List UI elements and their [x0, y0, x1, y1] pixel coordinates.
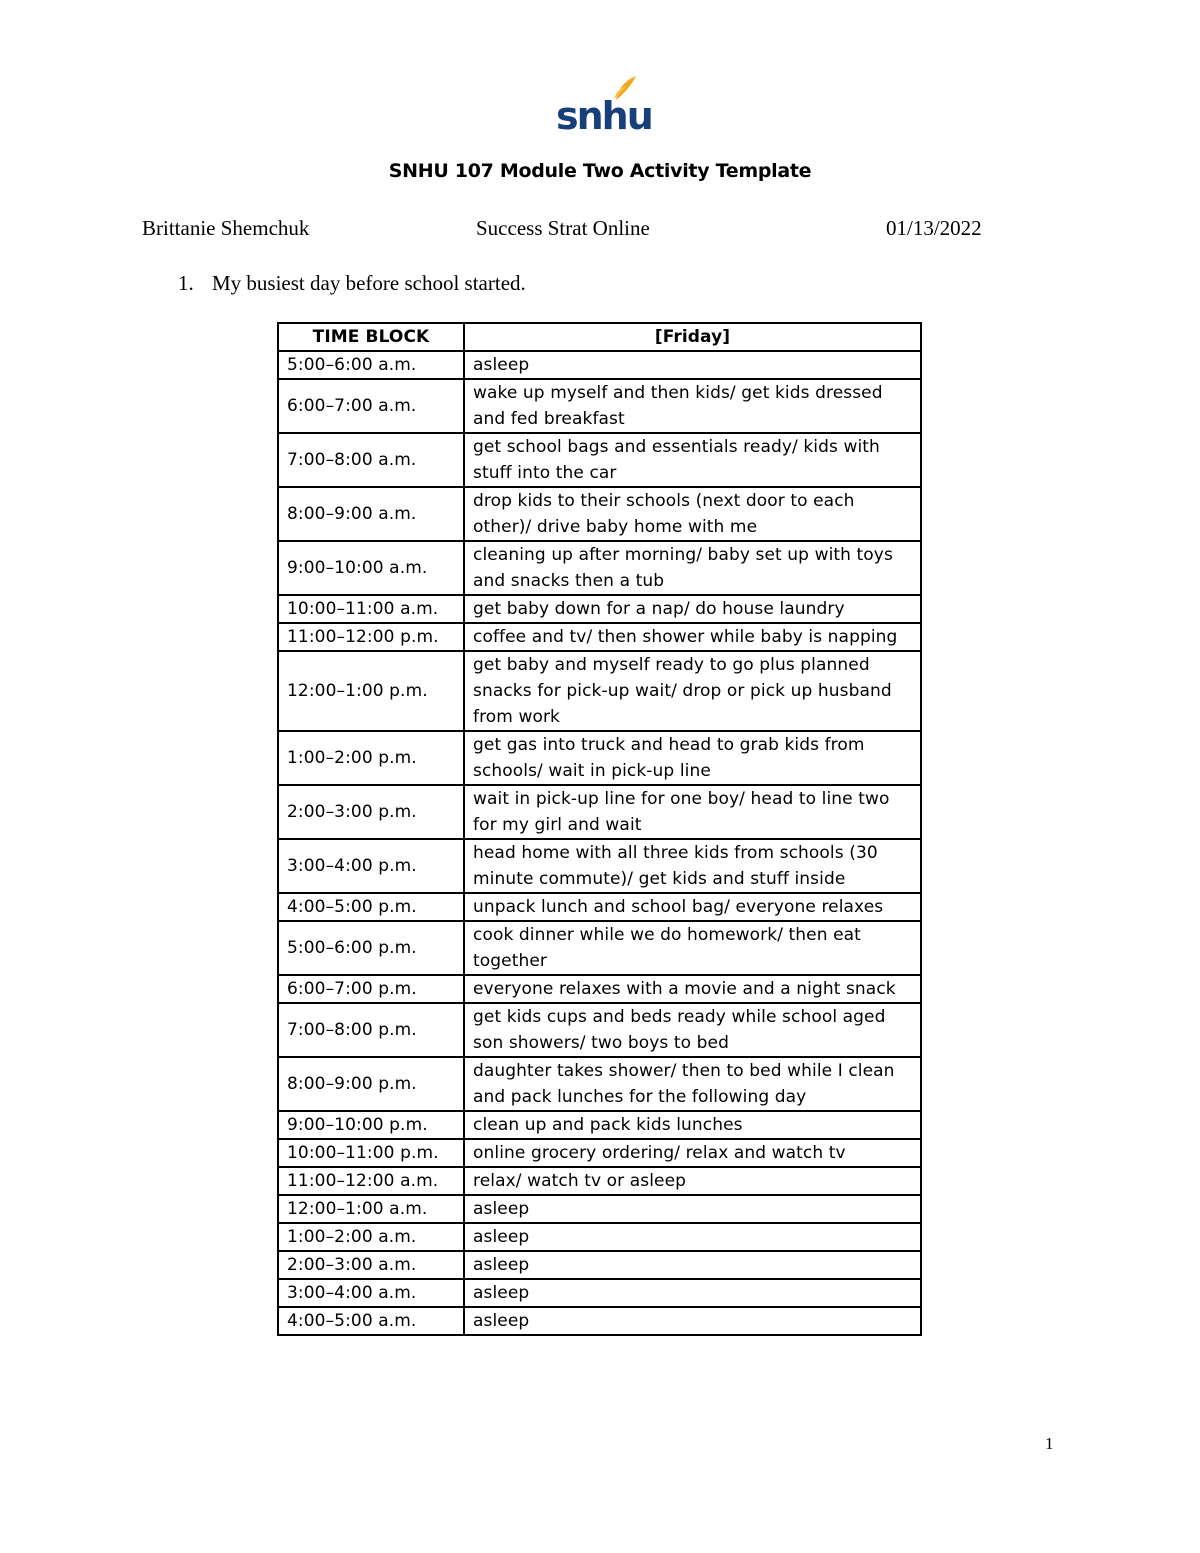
time-block-cell: 3:00–4:00 a.m. — [278, 1279, 464, 1307]
table-row — [278, 595, 921, 623]
time-block-cell: 12:00–1:00 p.m. — [278, 651, 464, 731]
activity-cell: get baby down for a nap/ do house laundry — [464, 595, 921, 623]
activity-cell: get gas into truck and head to grab kids from schools/ wait in pick-up line — [464, 731, 921, 785]
schedule-table — [277, 322, 922, 1336]
table-header-row — [278, 323, 921, 351]
activity-cell: asleep — [464, 1251, 921, 1279]
logo-wordmark: snhu — [556, 94, 652, 138]
table-row — [278, 651, 921, 731]
activity-cell: drop kids to their schools (next door to each other)/ drive baby home with me — [464, 487, 921, 541]
activity-cell: daughter takes shower/ then to bed while I clean and pack lunches for the following day — [464, 1057, 921, 1111]
activity-cell: clean up and pack kids lunches — [464, 1111, 921, 1139]
time-block-cell: 9:00–10:00 p.m. — [278, 1111, 464, 1139]
course-name: Success Strat Online — [476, 216, 650, 240]
activity-cell: get baby and myself ready to go plus planned snacks for pick-up wait/ drop or pick up husband from work — [464, 651, 921, 731]
document-title: SNHU 107 Module Two Activity Template — [388, 160, 812, 182]
time-block-cell: 8:00–9:00 a.m. — [278, 487, 464, 541]
time-block-cell: 5:00–6:00 a.m. — [278, 351, 464, 379]
time-block-cell: 4:00–5:00 a.m. — [278, 1307, 464, 1335]
header-time-block: TIME BLOCK — [278, 323, 464, 351]
header-day: [Friday] — [464, 323, 921, 351]
activity-cell: get school bags and essentials ready/ kids with stuff into the car — [464, 433, 921, 487]
table-row — [278, 1251, 921, 1279]
activity-cell: get kids cups and beds ready while school aged son showers/ two boys to bed — [464, 1003, 921, 1057]
table-row — [278, 433, 921, 487]
table-row — [278, 1057, 921, 1111]
activity-cell: asleep — [464, 1279, 921, 1307]
student-name: Brittanie Shemchuk — [142, 216, 310, 240]
question-item — [178, 271, 526, 296]
snhu-logo — [556, 74, 652, 138]
question-text: My busiest day before school started. — [212, 271, 526, 295]
activity-cell: wait in pick-up line for one boy/ head to line two for my girl and wait — [464, 785, 921, 839]
table-row — [278, 623, 921, 651]
table-row — [278, 1195, 921, 1223]
table-row — [278, 1139, 921, 1167]
time-block-cell: 6:00–7:00 a.m. — [278, 379, 464, 433]
activity-cell: asleep — [464, 351, 921, 379]
table-row — [278, 731, 921, 785]
time-block-cell: 7:00–8:00 a.m. — [278, 433, 464, 487]
time-block-cell: 4:00–5:00 p.m. — [278, 893, 464, 921]
table-row — [278, 975, 921, 1003]
table-row — [278, 379, 921, 433]
time-block-cell: 11:00–12:00 a.m. — [278, 1167, 464, 1195]
activity-cell: coffee and tv/ then shower while baby is napping — [464, 623, 921, 651]
time-block-cell: 3:00–4:00 p.m. — [278, 839, 464, 893]
time-block-cell: 10:00–11:00 p.m. — [278, 1139, 464, 1167]
activity-cell: unpack lunch and school bag/ everyone relaxes — [464, 893, 921, 921]
table-row — [278, 487, 921, 541]
page-number: 1 — [1045, 1434, 1054, 1453]
table-row — [278, 921, 921, 975]
table-row — [278, 1307, 921, 1335]
activity-cell: cook dinner while we do homework/ then eat together — [464, 921, 921, 975]
activity-cell: wake up myself and then kids/ get kids dressed and fed breakfast — [464, 379, 921, 433]
table-row — [278, 785, 921, 839]
question-number: 1. — [178, 271, 194, 295]
activity-cell: online grocery ordering/ relax and watch tv — [464, 1139, 921, 1167]
time-block-cell: 11:00–12:00 p.m. — [278, 623, 464, 651]
time-block-cell: 9:00–10:00 a.m. — [278, 541, 464, 595]
document-date: 01/13/2022 — [886, 216, 982, 240]
table-row — [278, 1111, 921, 1139]
activity-cell: relax/ watch tv or asleep — [464, 1167, 921, 1195]
table-row — [278, 1223, 921, 1251]
time-block-cell: 2:00–3:00 p.m. — [278, 785, 464, 839]
time-block-cell: 2:00–3:00 a.m. — [278, 1251, 464, 1279]
time-block-cell: 7:00–8:00 p.m. — [278, 1003, 464, 1057]
activity-cell: head home with all three kids from schools (30 minute commute)/ get kids and stuff inside — [464, 839, 921, 893]
time-block-cell: 10:00–11:00 a.m. — [278, 595, 464, 623]
table-row — [278, 351, 921, 379]
time-block-cell: 1:00–2:00 p.m. — [278, 731, 464, 785]
time-block-cell: 1:00–2:00 a.m. — [278, 1223, 464, 1251]
time-block-cell: 12:00–1:00 a.m. — [278, 1195, 464, 1223]
schedule-body — [278, 351, 921, 1335]
activity-cell: asleep — [464, 1307, 921, 1335]
table-row — [278, 1003, 921, 1057]
table-row — [278, 893, 921, 921]
table-row — [278, 1279, 921, 1307]
table-row — [278, 1167, 921, 1195]
table-row — [278, 541, 921, 595]
table-row — [278, 839, 921, 893]
time-block-cell: 5:00–6:00 p.m. — [278, 921, 464, 975]
activity-cell: asleep — [464, 1223, 921, 1251]
activity-cell: asleep — [464, 1195, 921, 1223]
time-block-cell: 8:00–9:00 p.m. — [278, 1057, 464, 1111]
time-block-cell: 6:00–7:00 p.m. — [278, 975, 464, 1003]
activity-cell: everyone relaxes with a movie and a night snack — [464, 975, 921, 1003]
activity-cell: cleaning up after morning/ baby set up with toys and snacks then a tub — [464, 541, 921, 595]
